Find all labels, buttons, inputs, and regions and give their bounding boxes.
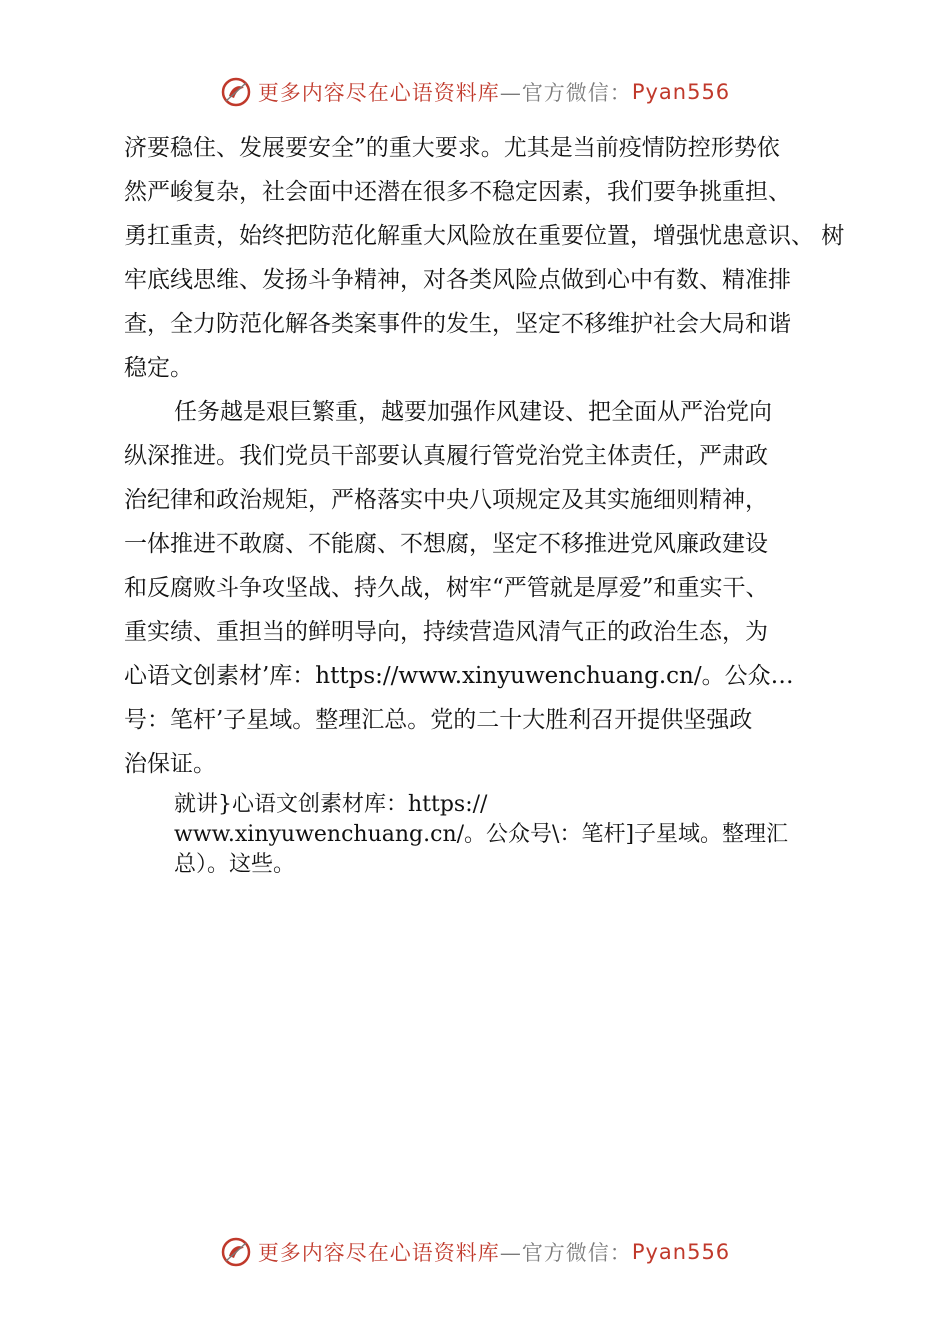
- paragraph-1-line: 济要稳住、发展要安全”的重大要求。尤其是当前疫情防控形势依: [124, 135, 780, 161]
- header-banner: [0, 70, 950, 114]
- paragraph-1-line: 查，全力防范化解各类案事件的发生，坚定不移维护社会大局和谐: [124, 311, 791, 337]
- brand-logo-icon: [220, 76, 252, 108]
- paragraph-2-line: 心语文创素材’库：https://www.xinyuwenchuang.cn/。公众…: [124, 663, 794, 689]
- note-block: [174, 790, 854, 880]
- note-line: 就讲}心语文创素材库：https://: [174, 792, 488, 817]
- note-line: 总）。这些。: [174, 852, 296, 877]
- paragraph-1-line: 牢底线思维、发扬斗争精神，对各类风险点做到心中有数、精准排: [124, 267, 791, 293]
- paragraph-2-line: 重实绩、重担当的鲜明导向，持续营造风清气正的政治生态，为: [124, 619, 768, 645]
- paragraph-1-line: 然严峻复杂，社会面中还潜在很多不稳定因素，我们要争挑重担、: [124, 179, 791, 205]
- paragraph-1-line: 勇扛重责，始终把防范化解重大风险放在重要位置，增强忧患意识、 树: [124, 223, 845, 249]
- paragraph-2-line: 一体推进不敢腐、不能腐、不想腐，坚定不移推进党风廉政建设: [124, 531, 768, 557]
- footer-banner: [0, 1230, 950, 1274]
- paragraph-2-line: 和反腐败斗争攻坚战、持久战，树牢“严管就是厚爱”和重实干、: [124, 575, 769, 601]
- header-banner-text: 更多内容尽在心语资料库: [257, 81, 500, 105]
- paragraph-2-line: 治纪律和政治规矩，严格落实中央八项规定及其实施细则精神，: [124, 487, 768, 513]
- paragraph-1: [124, 126, 844, 390]
- paragraph-2-line: 任务越是艰巨繁重，越要加强作风建设、把全面从严治党向: [174, 399, 772, 425]
- note-line: www.xinyuwenchuang.cn/。公众号\：笔杆]子星域。整理汇: [174, 822, 789, 847]
- paragraph-2: [124, 390, 844, 786]
- paragraph-2-line: 号：笔杆’子星域。整理汇总。党的二十大胜利召开提供坚强政: [124, 707, 753, 733]
- header-wechat-id: Pyan556: [631, 80, 731, 104]
- brand-logo-icon: [220, 1236, 252, 1268]
- paragraph-2-line: 纵深推进。我们党员干部要认真履行管党治党主体责任，严肃政: [124, 443, 768, 469]
- footer-banner-text: 更多内容尽在心语资料库: [257, 1241, 500, 1265]
- paragraph-2-line: 治保证。: [124, 751, 216, 777]
- header-banner-separator: —官方微信：: [499, 81, 632, 105]
- footer-banner-separator: —官方微信：: [499, 1241, 632, 1265]
- footer-wechat-id: Pyan556: [631, 1240, 731, 1264]
- paragraph-1-line: 稳定。: [124, 355, 193, 381]
